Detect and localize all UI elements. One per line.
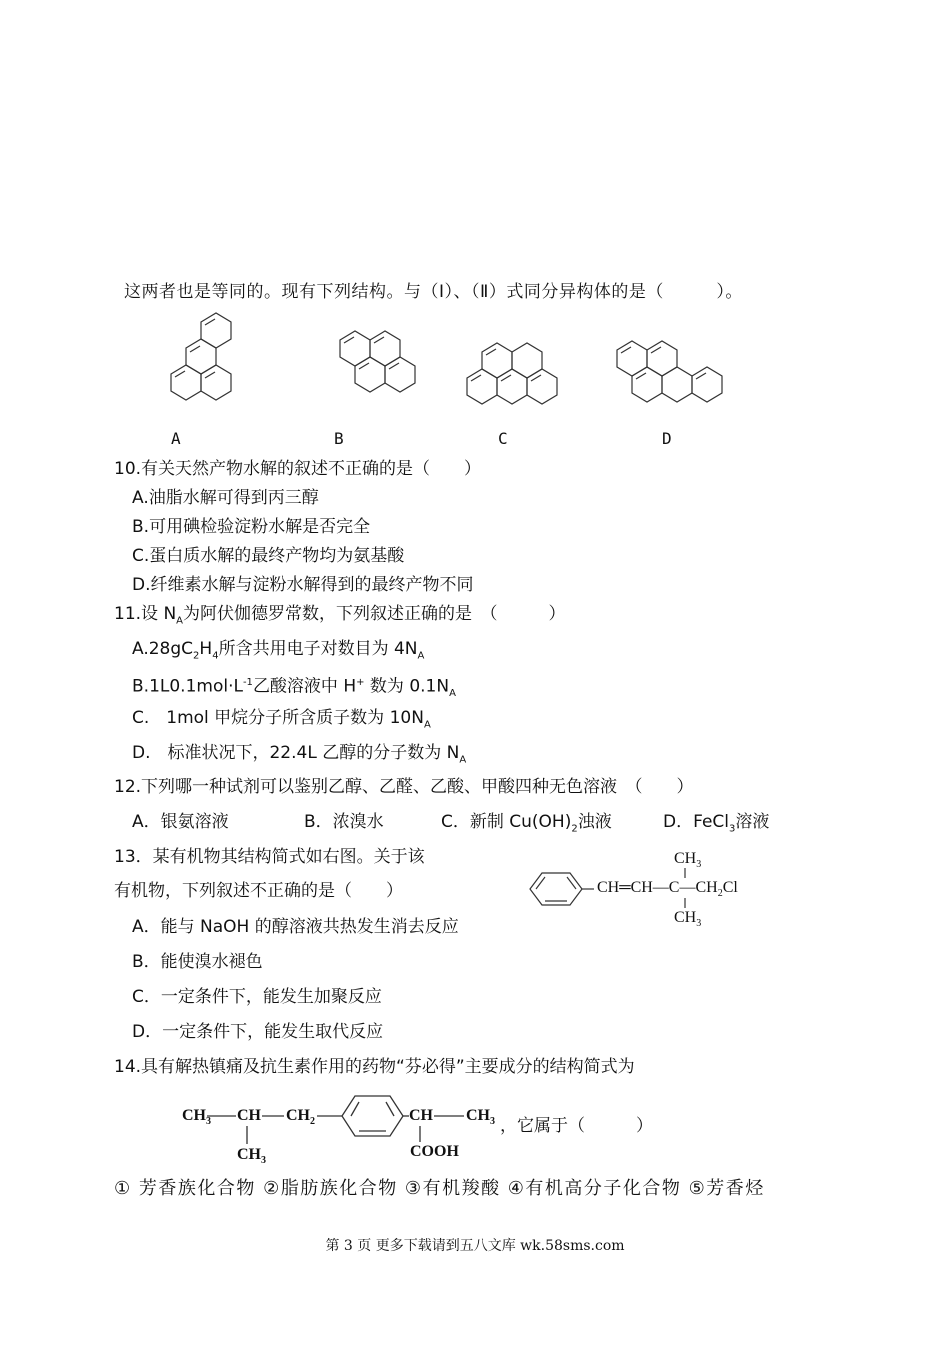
q14-choices: ① 芳香族化合物 ②脂肪族化合物 ③有机羧酸 ④有机高分子化合物 ⑤芳香烃	[114, 1178, 765, 1199]
q12-option-a: A．银氨溶液	[132, 812, 229, 832]
page-footer: 第 3 页 更多下载请到五八文库 wk.58sms.com	[325, 1238, 625, 1254]
molecule-d	[612, 330, 732, 420]
q12-option-d: D．FeCl$_3$溶液	[663, 812, 770, 835]
q13-top-methyl: $CH_3$	[674, 850, 702, 871]
q14-ch3-right: $CH_3$	[466, 1107, 495, 1128]
label-a: A	[171, 429, 181, 448]
q13-bonds	[680, 866, 690, 936]
q14-ch3-bottom: $CH_3$	[237, 1146, 266, 1167]
q10-option-c: C.蛋白质水解的最终产物均为氨基酸	[132, 546, 405, 566]
q14-bonds-and-ring	[180, 1088, 510, 1168]
q14-ch3-left: $CH_3$	[182, 1107, 211, 1128]
q11-option-a: $A.28gC_2H_4$所含共用电子对数目为 $4N_A$	[132, 639, 425, 662]
q13-stem-2: 有机物，下列叙述不正确的是（ ）	[114, 881, 403, 901]
q11-stem: 11.设 $N_A$为阿伏伽德罗常数，下列叙述正确的是 （ ）	[114, 604, 566, 627]
benzene-ring-q13	[528, 869, 588, 909]
q12-stem: 12.下列哪一种试剂可以鉴别乙醇、乙醛、乙酸、甲酸四种无色溶液 （ ）	[114, 777, 694, 797]
q10-stem: 10.有关天然产物水解的叙述不正确的是（ ）	[114, 459, 482, 479]
label-c: C	[498, 429, 508, 448]
q13-option-d: D．一定条件下，能发生取代反应	[132, 1022, 384, 1042]
molecule-b	[320, 312, 420, 412]
label-b: B	[334, 429, 344, 448]
q11-option-b: $B.1L0.1mol\cdot L^{-1}$乙酸溶液中 H+ 数为 $0.1N_A$	[132, 676, 456, 700]
q13-option-c: C．一定条件下，能发生加聚反应	[132, 987, 382, 1007]
q13-stem-1: 13．某有机物其结构简式如右图。关于该	[114, 847, 425, 867]
q11-option-d: D. 标准状况下，22.4L 乙醇的分子数为 $N_A$	[132, 743, 467, 766]
q14-tail: ，它属于（ ）	[500, 1116, 653, 1136]
q14-ch2: $CH_2$	[286, 1107, 315, 1128]
molecule-c	[462, 322, 572, 422]
q13-chain: $CH═CH—C—CH_2Cl$	[597, 879, 738, 900]
label-d: D	[662, 429, 672, 448]
q10-option-d: D.纤维素水解与淀粉水解得到的最终产物不同	[132, 575, 474, 595]
molecule-a	[150, 312, 250, 412]
q10-option-a: A.油脂水解可得到丙三醇	[132, 488, 319, 508]
q13-option-a: A．能与 NaOH 的醇溶液共热发生消去反应	[132, 917, 459, 937]
q12-option-c: C．新制 $Cu(OH)_2$浊液	[441, 812, 612, 835]
q12-option-b: B．浓溴水	[304, 812, 384, 832]
q13-option-b: B．能使溴水褪色	[132, 952, 263, 972]
q14-ch: CH	[237, 1107, 261, 1124]
q11-option-c: C. 1mol 甲烷分子所含质子数为 $10N_A$	[132, 708, 431, 731]
q14-cooh: COOH	[410, 1143, 459, 1160]
intro-line: 这两者也是等同的。现有下列结构。与（Ⅰ）、（Ⅱ）式同分异构体的是（ ）。	[124, 282, 743, 302]
q13-bottom-methyl: $CH_3$	[674, 909, 702, 930]
q14-ch-right: CH	[409, 1107, 433, 1124]
q14-stem: 14.具有解热镇痛及抗生素作用的药物“芬必得”主要成分的结构简式为	[114, 1057, 635, 1077]
q10-option-b: B.可用碘检验淀粉水解是否完全	[132, 517, 371, 537]
